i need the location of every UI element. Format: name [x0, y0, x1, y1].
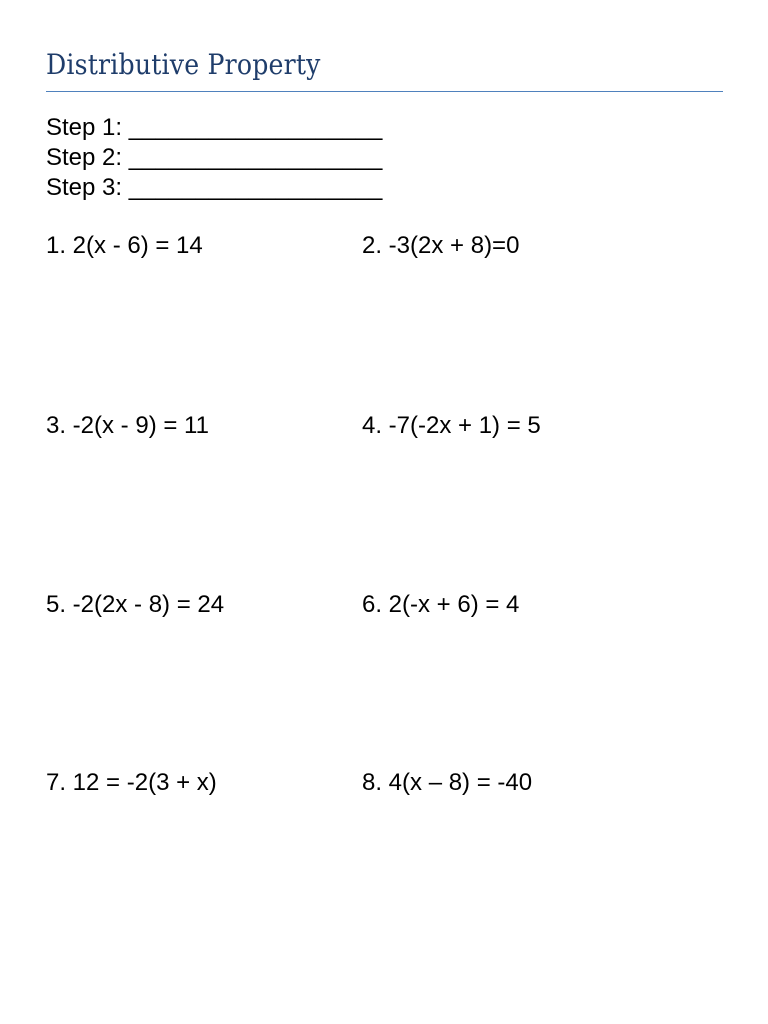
step-line-2: Step 2: ___________________	[46, 144, 383, 171]
problem-4: 4. -7(-2x + 1) = 5	[362, 412, 541, 439]
page-title: Distributive Property	[46, 48, 321, 81]
problem-7: 7. 12 = -2(3 + x)	[46, 769, 217, 796]
step-line-1: Step 1: ___________________	[46, 114, 383, 141]
problem-3: 3. -2(x - 9) = 11	[46, 412, 209, 439]
problem-1: 1. 2(x - 6) = 14	[46, 232, 203, 259]
steps-list	[46, 113, 382, 203]
problem-6: 6. 2(-x + 6) = 4	[362, 591, 520, 618]
problem-2: 2. -3(2x + 8)=0	[362, 232, 520, 259]
step-line-3: Step 3: ___________________	[46, 174, 383, 201]
problem-5: 5. -2(2x - 8) = 24	[46, 591, 225, 618]
problem-8: 8. 4(x – 8) = -40	[362, 769, 533, 796]
title-divider	[46, 91, 723, 92]
